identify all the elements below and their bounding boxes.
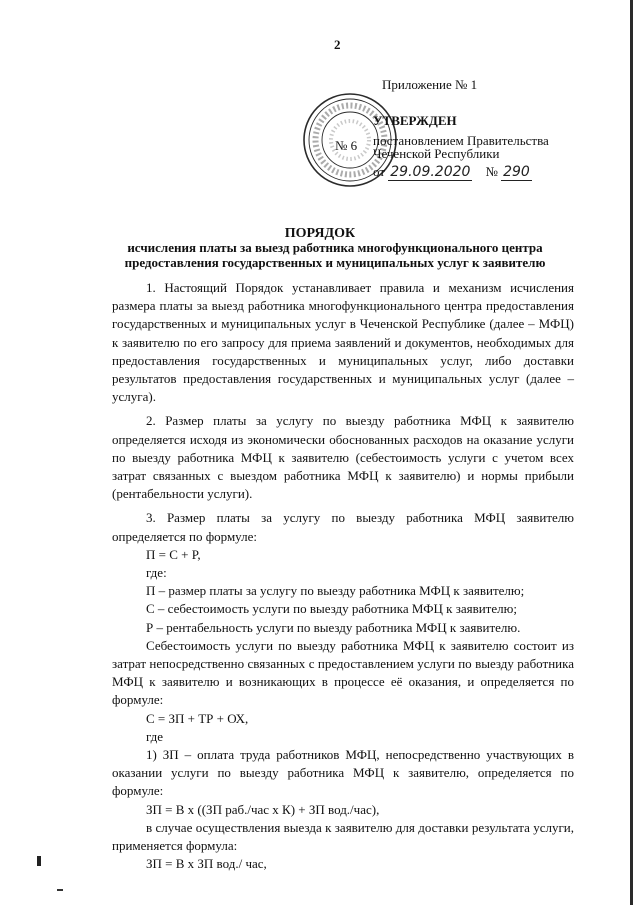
document-title: ПОРЯДОК	[284, 226, 356, 241]
decree-number: 290	[503, 164, 530, 180]
salary-item: 1) ЗП – оплата труда работников МФЦ, непосредственно участвующих в оказании услуги по выезду работника МФЦ к заявителю, определяется по формуле:	[112, 747, 574, 799]
paragraph-1: 1. Настоящий Порядок устанавливает правила и механизм исчисления размера платы за выезд работника многофункционального центра предоставления государственных и муниципальных услуг в Чеченской Республике (далее – МФЦ) к заявителю по его запросу для приема заявлений и документов, необходимых для предоставления государственных и муниципальных услуг, либо доставки результатов предоставления государственных и муниципальных услуг (далее – услуга).	[112, 280, 574, 405]
paragraph-2: 2. Размер платы за услугу по выезду работника МФЦ к заявителю определяется исходя из экономически обоснованных расходов на оказание услуги по выезду работника МФЦ к заявителю (себестоимость услуги с учетом всех затрат связанных с выездом работника МФЦ к заявителю) и нормы прибыли (рентабельности услуги).	[112, 413, 574, 502]
page-number: 2	[334, 37, 341, 52]
definition-p: П – размер платы за услугу по выезду работника МФЦ к заявителю;	[146, 583, 525, 599]
seal-number: № 6	[335, 138, 358, 153]
scan-edge-border	[630, 0, 633, 905]
decree-line-1: постановлением Правительства	[373, 133, 549, 148]
cost-paragraph: Себестоимость услуги по выезду работника МФЦ к заявителю состоит из затрат непосредственно связанных с предоставлением услуги по выезду работника МФЦ к заявителю и возникающих в процессе её оказания, и определяется по формуле:	[112, 637, 574, 708]
paragraph-3: 3. Размер платы за услугу по выезду работника МФЦ заявителю определяется по формуле:	[112, 510, 574, 544]
approved-label: УТВЕРЖДЕН	[373, 113, 457, 128]
date-prefix: от	[373, 164, 386, 179]
decree-date-line	[373, 164, 532, 180]
document-subtitle: исчисления платы за выезд работника многофункционального центра предоставления государственных и муниципальных услуг к заявителю	[124, 240, 546, 270]
where-label-2: где	[146, 728, 164, 744]
formula-salary: ЗП = В х ((ЗП раб./час х К) + ЗП вод./час),	[146, 801, 380, 817]
where-label: где:	[146, 565, 167, 581]
delivery-case: в случае осуществления выезда к заявителю для доставки результата услуги, применяется формула:	[112, 819, 574, 854]
decree-line-2: Чеченской Республики	[373, 146, 500, 161]
formula-total: П = С + Р,	[146, 546, 201, 562]
definition-c: С – себестоимость услуги по выезду работника МФЦ к заявителю;	[146, 601, 517, 617]
scan-mark	[37, 856, 41, 866]
formula-salary-driver: ЗП = В х ЗП вод./ час,	[146, 856, 267, 872]
annex-label: Приложение № 1	[382, 77, 478, 92]
decree-date: 29.09.2020	[390, 164, 471, 180]
formula-cost: С = ЗП + ТР + ОХ,	[146, 710, 249, 726]
document-body	[112, 279, 574, 874]
definition-r: Р – рентабельность услуги по выезду работника МФЦ к заявителю.	[146, 619, 521, 635]
scan-mark	[57, 889, 63, 891]
number-prefix: №	[485, 164, 498, 179]
